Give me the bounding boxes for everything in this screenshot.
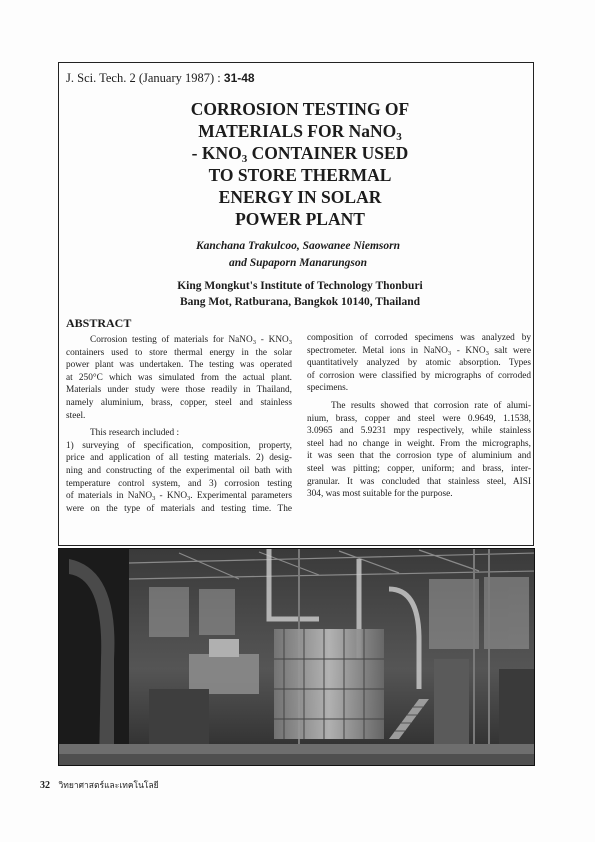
abstract-line: at 250°C which was simulated from the actual plant. xyxy=(66,372,292,383)
abstract-line: composition of corroded specimens was analyzed by xyxy=(307,333,531,343)
abstract-line: ning and constructing of the experimental oil bath with xyxy=(66,465,292,476)
page-number: 32 xyxy=(40,780,50,791)
abstract-line: power plant was undertaken. The testing was operated xyxy=(66,360,292,371)
abstract-line: of corrosion were classified by micrographs of corroded xyxy=(307,370,531,381)
abstract-line: 1) surveying of specification, composition, property, xyxy=(66,440,292,451)
abstract-line: namely aluminium, brass, copper, steel and stainless xyxy=(66,397,292,408)
abstract-line: spectrometer. Metal ions in NaNO$_3$ - $KNO_3$ salt were xyxy=(307,345,531,357)
abstract-line: Corrosion testing of materials for NaNO$_3$ - $KNO_3$ xyxy=(90,335,292,346)
journal-reference xyxy=(66,71,255,86)
article-title xyxy=(150,98,450,230)
author-list xyxy=(150,238,446,272)
title-line-3: - $KNO_3$ CONTAINER USED xyxy=(191,143,409,165)
authors-line-1: Kanchana Trakulcoo, Saowanee Niemsorn xyxy=(195,240,401,252)
abstract-line: steel was pitting; copper, uniform; and brass, inter- xyxy=(307,463,531,474)
abstract-line: containers used to store thermal energy in the solar xyxy=(66,347,292,358)
abstract-heading: ABSTRACT xyxy=(66,316,132,330)
journal-name-thai: วิทยาศาสตร์และเทคโนโลยี xyxy=(58,781,159,791)
title-line-1: CORROSION TESTING OF xyxy=(190,99,410,119)
abstract-line: price and application of all testing materials. 2) desig- xyxy=(66,453,292,464)
abstract-line: This research included : xyxy=(90,428,180,439)
abstract-line: steel. xyxy=(66,410,86,421)
title-line-2: MATERIALS FOR NaNO$_3$ xyxy=(198,121,402,143)
abstract-line: nium, brass, copper and steel were 0.9649, 1.1538, xyxy=(307,413,531,424)
abstract-line: of materials in NaNO$_3$ - $KNO_3$. Experimental parameters xyxy=(66,491,292,503)
abstract-line: 3.0965 and 5.9231 mpy respectively, while stainless xyxy=(307,426,531,437)
title-line-6: POWER PLANT xyxy=(235,209,365,229)
page-footer xyxy=(40,778,159,792)
abstract-line: 304, was most suitable for the purpose. xyxy=(307,489,453,500)
abstract-line: The results showed that corrosion rate of alumi- xyxy=(331,400,531,411)
abstract-line: Materials under study were those readily in Thailand, xyxy=(66,385,292,396)
affiliation-institute: King Mongkut's Institute of Technology Thonburi xyxy=(177,280,423,292)
affiliation xyxy=(120,278,480,310)
abstract-line: it was seen that the corrosion type of aluminium and xyxy=(307,451,531,462)
page-range: 31-48 xyxy=(223,71,255,85)
authors-line-2: and Supaporn Manarungson xyxy=(228,257,368,269)
abstract-line: were on the type of materials and testing time. The xyxy=(66,503,292,514)
journal-citation: J. Sci. Tech. 2 (January 1987) : xyxy=(66,71,221,85)
title-line-5: ENERGY IN SOLAR xyxy=(218,187,382,207)
abstract-column-left xyxy=(66,334,292,515)
abstract-column-right xyxy=(307,332,531,501)
title-line-4: TO STORE THERMAL xyxy=(208,165,392,185)
abstract-line: specimens. xyxy=(307,383,349,394)
abstract-line: granular. It was concluded that stainless steel, AISI xyxy=(307,476,531,487)
abstract-line: temperature control system, and 3) corrosion testing xyxy=(66,478,292,489)
abstract-line: quantitatively analyzed by atomic absorption. Types xyxy=(307,358,531,369)
affiliation-address: Bang Mot, Ratburana, Bangkok 10140, Thailand xyxy=(179,296,421,308)
industrial-plant-image xyxy=(59,549,535,766)
abstract-line: steel had no change in weight. From the micrographs, xyxy=(307,438,531,449)
solar-plant-photo xyxy=(58,548,535,766)
